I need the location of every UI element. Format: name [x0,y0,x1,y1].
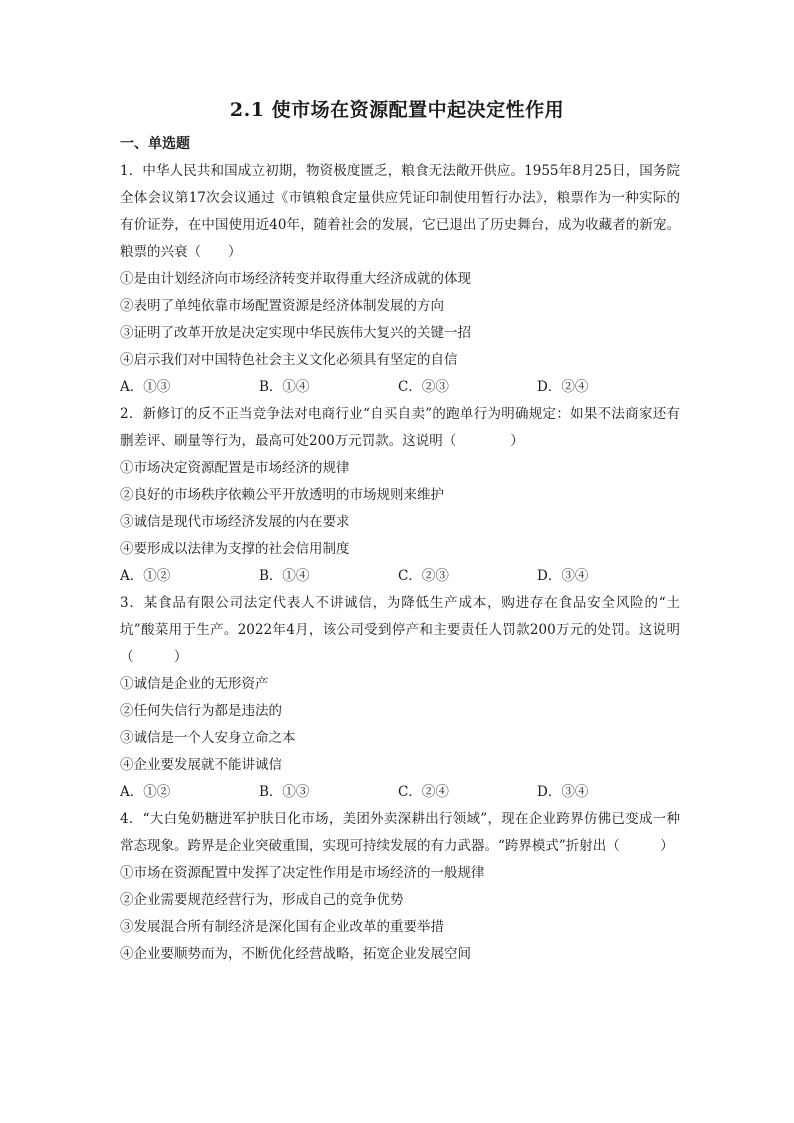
answer-choice-a: A．①② [120,784,171,800]
answer-choice-c: C．②③ [398,379,449,395]
question-stem: 3．某食品有限公司法定代表人不讲诚信，为降低生产成本，购进存在食品安全风险的“土坑”酸菜用于生产。2022年4月，该公司受到停产和主要责任人罚款200万元的处罚。这说明（ ） [120,595,680,665]
answer-choice-b: B．①④ [259,568,310,584]
answer-choices [120,563,680,590]
statement-option: ②表明了单纯依靠市场配置资源是经济体制发展的方向 [120,298,444,314]
question-list [120,158,680,968]
statement-option: ③发展混合所有制经济是深化国有企业改革的重要举措 [120,919,444,935]
statement-option: ②企业需要规范经营行为，形成自己的竞争优势 [120,892,404,908]
answer-choice-c: C．②③ [398,568,449,584]
question-stem: 2．新修订的反不正当竞争法对电商行业“自买自卖”的跑单行为明确规定：如果不法商家还有删差评、刷量等行为，最高可处200万元罚款。这说明（ ） [120,406,680,449]
statement-option: ②任何失信行为都是违法的 [120,703,282,719]
answer-choice-b: B．①④ [259,379,310,395]
answer-choice-d: D．②④ [537,379,589,395]
statement-option: ①是由计划经济向市场经济转变并取得重大经济成就的体现 [120,271,471,287]
question-1 [120,158,680,401]
answer-choice-b: B．①③ [259,784,310,800]
question-3 [120,590,680,806]
answer-choice-d: D．③④ [537,568,589,584]
statement-option: ②良好的市场秩序依赖公平开放透明的市场规则来维护 [120,487,444,503]
statement-option: ④企业要发展就不能讲诚信 [120,757,282,773]
statement-option: ③诚信是现代市场经济发展的内在要求 [120,514,350,530]
answer-choice-a: A．①③ [120,379,171,395]
statement-option: ④要形成以法律为支撑的社会信用制度 [120,541,350,557]
statement-option: ①市场决定资源配置是市场经济的规律 [120,460,350,476]
question-4 [120,806,680,968]
statement-option: ③诚信是一个人安身立命之本 [120,730,296,746]
answer-choices [120,374,680,401]
statement-option: ①诚信是企业的无形资产 [120,676,269,692]
statement-option: ③证明了改革开放是决定实现中华民族伟大复兴的关键一招 [120,325,471,341]
answer-choices [120,779,680,806]
answer-choice-d: D．③④ [537,784,589,800]
statement-option: ①市场在资源配置中发挥了决定性作用是市场经济的一般规律 [120,865,485,881]
question-stem: 1．中华人民共和国成立初期，物资极度匮乏，粮食无法敞开供应。1955年8月25日，国务院全体会议第17次会议通过《市镇粮食定量供应凭证印制使用暂行办法》，粮票作为一种实际的有价证券，在中国使用近40年，随着社会的发展，它已退出了历史舞台，成为收藏者的新宠。粮票的兴衰（ ） [120,163,680,260]
statement-option: ④企业要顺势而为，不断优化经营战略，拓宽企业发展空间 [120,946,471,962]
answer-choice-c: C．②④ [398,784,449,800]
question-stem: 4．“大白兔奶糖进军护肤日化市场，美团外卖深耕出行领域”，现在企业跨界仿佛已变成一种常态现象。跨界是企业突破重围，实现可持续发展的有力武器。“跨界模式”折射出（ ） [120,811,680,854]
section-heading: 一、单选题 [120,136,190,152]
statement-option: ④启示我们对中国特色社会主义文化必须具有坚定的自信 [120,352,458,368]
answer-choice-a: A．①② [120,568,171,584]
document-title: 2.1 使市场在资源配置中起决定性作用 [229,99,565,121]
question-2 [120,401,680,590]
